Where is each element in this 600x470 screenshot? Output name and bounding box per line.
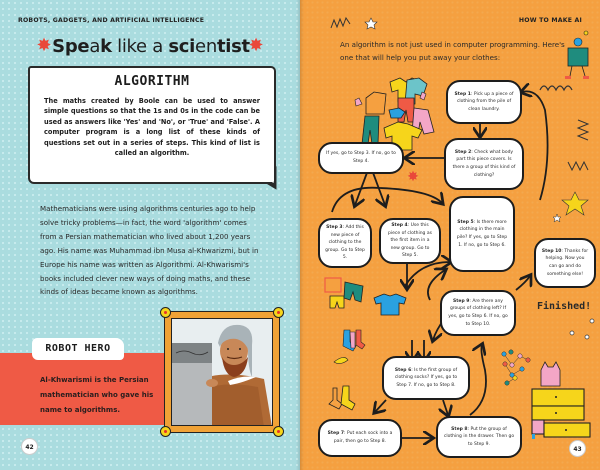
frame-knob <box>160 426 171 437</box>
flow-step-1 <box>446 80 522 124</box>
flow-step-8 <box>436 416 522 458</box>
step-label: Step 10 <box>541 248 562 254</box>
definition-body: The maths created by Boole can be used to answer simple questions so that the 1s and 0s in the code can be used as answers like 'Yes' and 'No', or 'True' and 'False'. A computer program is a long list of these kinds of questions set out in a series of steps. This kind of list is called an algorithm. <box>44 97 260 158</box>
scholar-illustration <box>172 319 273 426</box>
title-part: a <box>89 36 101 57</box>
definition-box <box>28 66 276 184</box>
step-text: : Is the first group of clothing socks? If yes, go to Step 7. If no, go to Step 8. <box>394 367 458 388</box>
frame-knob <box>160 307 171 318</box>
step-text: : Use this piece of clothing as the first item in a new group. Go to Step 5. <box>388 223 432 259</box>
step-text: : Add this new piece of clothing to the group. Go to Step 5. <box>325 225 365 261</box>
step-label: Step 4 <box>391 223 408 229</box>
step-text: : Put the group of clothing in the drawer. Then go to Step 9. <box>443 426 515 447</box>
robot-hero-text: Al-Khwarismi is the Persian mathematician who gave his name to algorithms. <box>40 376 154 414</box>
step-label: Step 6 <box>394 367 412 373</box>
running-head-left: ROBOTS, GADGETS, AND ARTIFICIAL INTELLIGENCE <box>18 17 205 24</box>
title-part: en <box>195 36 217 57</box>
main-body-text: Mathematicians were using algorithms centuries ago to help solve tricky problems—in fact, the word 'algorithm' comes from a Persian mathematician who lived about 1,200 years ago. His name was Muhammad ibn Musa al-Khwarizmi, but in Europe his name was written as Algorithmi. Al-Khwarismi's books included clever new ways of doing maths, and these kinds of ideas became known as algorithms. <box>40 204 259 297</box>
flow-step-9 <box>440 290 516 336</box>
svg-text:✸: ✸ <box>407 169 419 185</box>
flow-step-10 <box>534 238 596 288</box>
step-text: : Pick up a piece of clothing from the pile of clean laundry. <box>456 91 514 112</box>
frame-knob <box>273 307 284 318</box>
book-gutter <box>296 0 304 470</box>
step-text: : Thanks for helping. Now you can go and do something else! <box>545 248 589 277</box>
step-label: Step 7 <box>327 431 345 437</box>
step-label: Step 2 <box>454 149 472 155</box>
frame-knob <box>273 426 284 437</box>
title-part: S <box>52 36 65 57</box>
flow-step-7 <box>318 419 402 457</box>
red-starburst-icon: ✸ <box>36 35 52 56</box>
step-label: Step 3 <box>326 225 343 231</box>
step-label: Step 8 <box>451 426 468 432</box>
title-part: pe <box>64 36 90 57</box>
step-label: Step 1 <box>454 91 471 97</box>
flow-decision-2 <box>318 142 404 174</box>
flowchart-intro: An algorithm is not just used in computer programming. Here's one that will help you put away your clothes: <box>340 40 565 62</box>
flow-step-4 <box>379 218 441 264</box>
step-text: : Is there more clothing in the main pile? If yes, go to Step 1. If no, go to Step 6. <box>456 219 508 248</box>
portrait-image <box>171 318 273 426</box>
title-part: k <box>100 36 112 57</box>
section-title <box>36 36 266 57</box>
step-text: : Are there any groups of clothing left? If yes, go to Step 6. If no, go to Step 10. <box>448 298 508 327</box>
flow-step-6 <box>382 356 470 400</box>
title-part: tist <box>216 36 250 57</box>
flow-step-2 <box>444 138 524 190</box>
red-starburst-icon: ✸ <box>248 35 264 56</box>
running-head-right: HOW TO MAKE AI <box>518 17 582 24</box>
step-text: : Check what body part this piece covers. Is there a group of this kind of clothing? <box>452 149 516 178</box>
finished-label: Finished! <box>537 301 592 312</box>
page-number-right: 43 <box>569 440 586 457</box>
title-part: like a <box>111 36 169 57</box>
step-label: Step 5 <box>457 219 474 225</box>
flow-step-3 <box>318 218 372 268</box>
flow-step-5 <box>449 196 515 272</box>
step-label: Step 9 <box>453 298 470 304</box>
step-text: If yes, go to Step 3. If no, go to Step 4. <box>326 151 396 164</box>
step-text: : Put each sock into a pair, then go to Step 8. <box>333 431 393 444</box>
definition-term: ALGORITHM <box>114 74 190 89</box>
robot-hero-label: ROBOT HERO <box>32 338 124 360</box>
al-khwarizmi-portrait <box>165 312 279 432</box>
title-part: sci <box>168 36 196 57</box>
page-number-left: 42 <box>21 438 38 455</box>
